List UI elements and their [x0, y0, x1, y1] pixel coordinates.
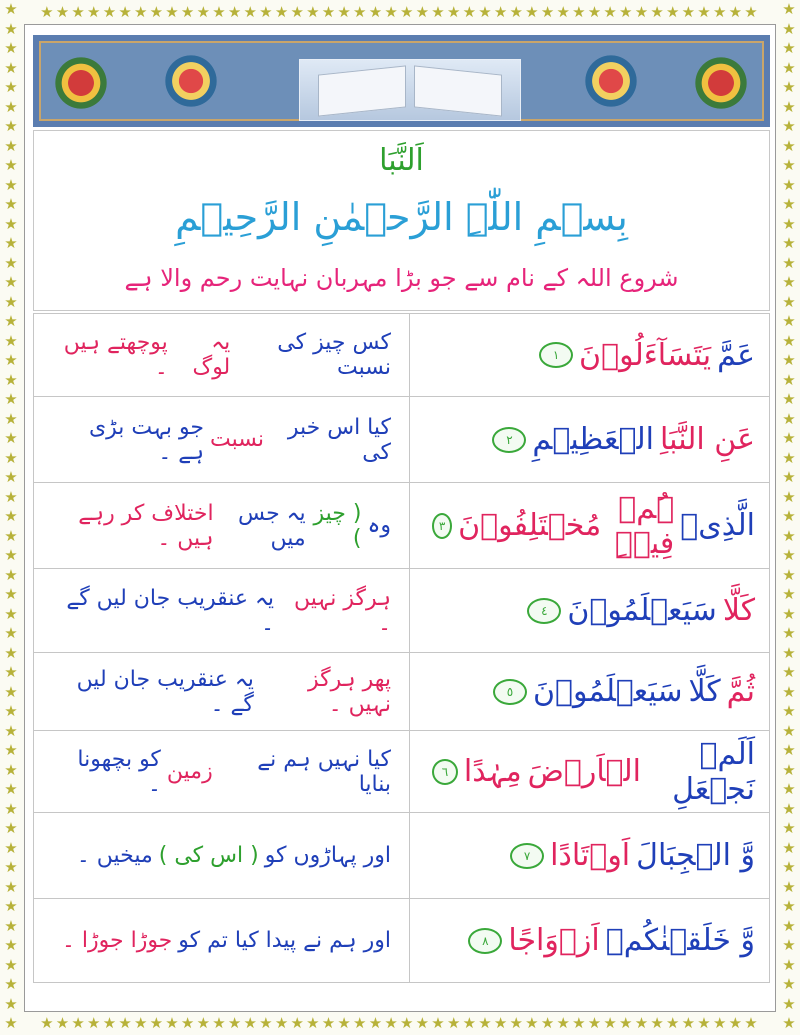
- book-page-left: [318, 65, 406, 116]
- ayah-number-icon: ٢: [492, 427, 526, 453]
- urdu-phrase: کو بچھونا ۔: [77, 746, 161, 797]
- arabic-word: الۡاَرۡضَ: [527, 754, 642, 789]
- verse-row: [33, 731, 770, 813]
- urdu-phrase: وہ: [367, 513, 391, 538]
- verse-arabic: [410, 569, 771, 652]
- urdu-phrase: اور ہم نے پیدا کیا تم کو: [178, 928, 391, 953]
- ayah-number-icon: ٥: [493, 679, 527, 705]
- ayah-number-icon: ٤: [527, 598, 561, 624]
- arabic-word: وَّ خَلَقۡنٰکُمۡ: [605, 923, 755, 958]
- star-border-right: ★ ★ ★ ★ ★ ★ ★ ★ ★ ★ ★ ★ ★ ★ ★ ★ ★ ★ ★ ★ ★ ★ ★ ★ ★ ★ ★ ★ ★ ★ ★ ★ ★ ★ ★ ★ ★ ★ ★ ★ ★ ★ ★ ★ ★ ★ ★ ★ ★ ★ ★ ★ ★: [782, 0, 796, 1032]
- ayah-number-icon: ٧: [510, 843, 544, 869]
- arabic-word: ثُمَّ: [726, 674, 755, 709]
- bismillah-arabic: بِسۡمِ اللّٰہِ الرَّحۡمٰنِ الرَّحِیۡمِ: [175, 195, 628, 239]
- arabic-word: الَّذِیۡ: [680, 508, 755, 543]
- arabic-word: وَّ الۡجِبَالَ: [636, 838, 755, 873]
- urdu-phrase: اور پہاڑوں کو: [264, 843, 391, 868]
- arabic-word: مِہٰدًا: [463, 754, 522, 789]
- arabic-word: مُخۡتَلِفُوۡنَ: [458, 508, 602, 543]
- urdu-phrase: یہ جس میں: [238, 500, 306, 551]
- urdu-phrase: یہ لوگ: [192, 330, 231, 380]
- surah-title: اَلنَّبَا: [379, 143, 424, 178]
- verse-row: [33, 569, 770, 653]
- floral-ornament-icon: [691, 53, 751, 113]
- open-book-icon: [299, 59, 521, 121]
- verse-arabic: [410, 813, 771, 898]
- arabic-word: کَلَّا: [688, 674, 721, 709]
- arabic-word: کَلَّا: [722, 593, 755, 628]
- bismillah-urdu: شروع اللہ کے نام سے جو بڑا مہربان نہایت رحم والا ہے: [124, 264, 679, 292]
- urdu-phrase: یہ عنقریب جان لیں گے ۔: [66, 585, 274, 636]
- star-border-left: ★ ★ ★ ★ ★ ★ ★ ★ ★ ★ ★ ★ ★ ★ ★ ★ ★ ★ ★ ★ ★ ★ ★ ★ ★ ★ ★ ★ ★ ★ ★ ★ ★ ★ ★ ★ ★ ★ ★ ★ ★ ★ ★ ★ ★ ★ ★ ★ ★ ★ ★ ★ ★: [4, 0, 18, 1032]
- urdu-phrase: میخیں ۔: [76, 843, 153, 868]
- verse-arabic: [410, 653, 771, 730]
- verse-row: [33, 397, 770, 483]
- ayah-number-icon: ٨: [468, 928, 502, 954]
- urdu-phrase: پھر ہرگز نہیں ۔: [307, 666, 391, 717]
- floral-ornament-icon: [161, 51, 221, 111]
- arabic-word: اَوۡتَادًا: [550, 838, 631, 873]
- urdu-phrase: جو بہت بڑی ہے ۔: [88, 414, 205, 465]
- arabic-word: الۡعَظِیۡمِ: [532, 422, 654, 457]
- floral-ornament-icon: [51, 53, 111, 113]
- arabic-word: عَمَّ: [717, 337, 755, 373]
- urdu-phrase: اختلاف کر رہے ہیں ۔: [78, 500, 214, 551]
- arabic-word: اَزۡوَاجًا: [508, 923, 600, 958]
- urdu-phrase: کیا اس خبر کی: [287, 414, 391, 465]
- verse-urdu-translation: [34, 731, 410, 812]
- ayah-number-icon: ٦: [432, 759, 458, 785]
- urdu-phrase: ہرگز نہیں ۔: [293, 585, 391, 636]
- verse-row: [33, 653, 770, 731]
- verse-urdu-translation: [34, 397, 410, 482]
- verse-row: [33, 313, 770, 397]
- urdu-phrase: ( اس کی ): [158, 843, 259, 868]
- verse-arabic: [410, 899, 771, 982]
- verse-urdu-translation: [34, 569, 410, 652]
- star-border-bottom: ★★★★★★★★★★★★★★★★★★★★★★★★★★★★★★★★★★★★★★★★★★★★★★: [40, 1014, 760, 1032]
- arabic-word: ہُمۡ فِیۡہِ: [614, 490, 675, 561]
- urdu-phrase: کیا نہیں ہم نے بنایا: [257, 746, 391, 797]
- book-page-right: [414, 65, 502, 116]
- urdu-phrase: زمین: [166, 759, 213, 784]
- arabic-word: سَیَعۡلَمُوۡنَ: [567, 593, 717, 628]
- verse-row: [33, 899, 770, 983]
- verse-row: [33, 483, 770, 569]
- arabic-word: عَنِ النَّبَاِ: [660, 422, 755, 457]
- verse-arabic: [410, 397, 771, 482]
- urdu-phrase: یہ عنقریب جان لیں گے ۔: [76, 666, 254, 717]
- ayah-number-icon: ١: [539, 342, 573, 368]
- verse-urdu-translation: [34, 899, 410, 982]
- ayah-number-icon: ٣: [432, 513, 452, 539]
- urdu-phrase: کس چیز کی نسبت: [277, 330, 391, 380]
- verse-urdu-translation: [34, 813, 410, 898]
- floral-ornament-icon: [581, 51, 641, 111]
- urdu-phrase: جوڑا جوڑا ۔: [62, 928, 173, 953]
- verse-row: [33, 813, 770, 899]
- verse-arabic: [410, 483, 771, 568]
- verse-urdu-translation: [34, 653, 410, 730]
- arabic-word: یَتَسَآءَلُوۡنَ: [579, 337, 712, 373]
- urdu-phrase: ( چیز ): [313, 500, 362, 551]
- surah-header: [33, 130, 770, 311]
- arabic-word: اَلَمۡ نَجۡعَلِ: [672, 736, 755, 807]
- star-border-top: ★★★★★★★★★★★★★★★★★★★★★★★★★★★★★★★★★★★★★★★★★★★★★★: [40, 3, 760, 21]
- verse-urdu-translation: [34, 483, 410, 568]
- ornamental-banner: [33, 35, 770, 127]
- banner-frame: [39, 41, 764, 121]
- verse-arabic: [410, 314, 771, 396]
- urdu-phrase: نسبت: [210, 427, 265, 452]
- verse-arabic: [410, 731, 771, 812]
- verse-urdu-translation: [34, 314, 410, 396]
- arabic-word: سَیَعۡلَمُوۡنَ: [533, 674, 683, 709]
- verse-table: [33, 313, 770, 983]
- urdu-phrase: پوچھتے ہیں ۔: [63, 330, 168, 380]
